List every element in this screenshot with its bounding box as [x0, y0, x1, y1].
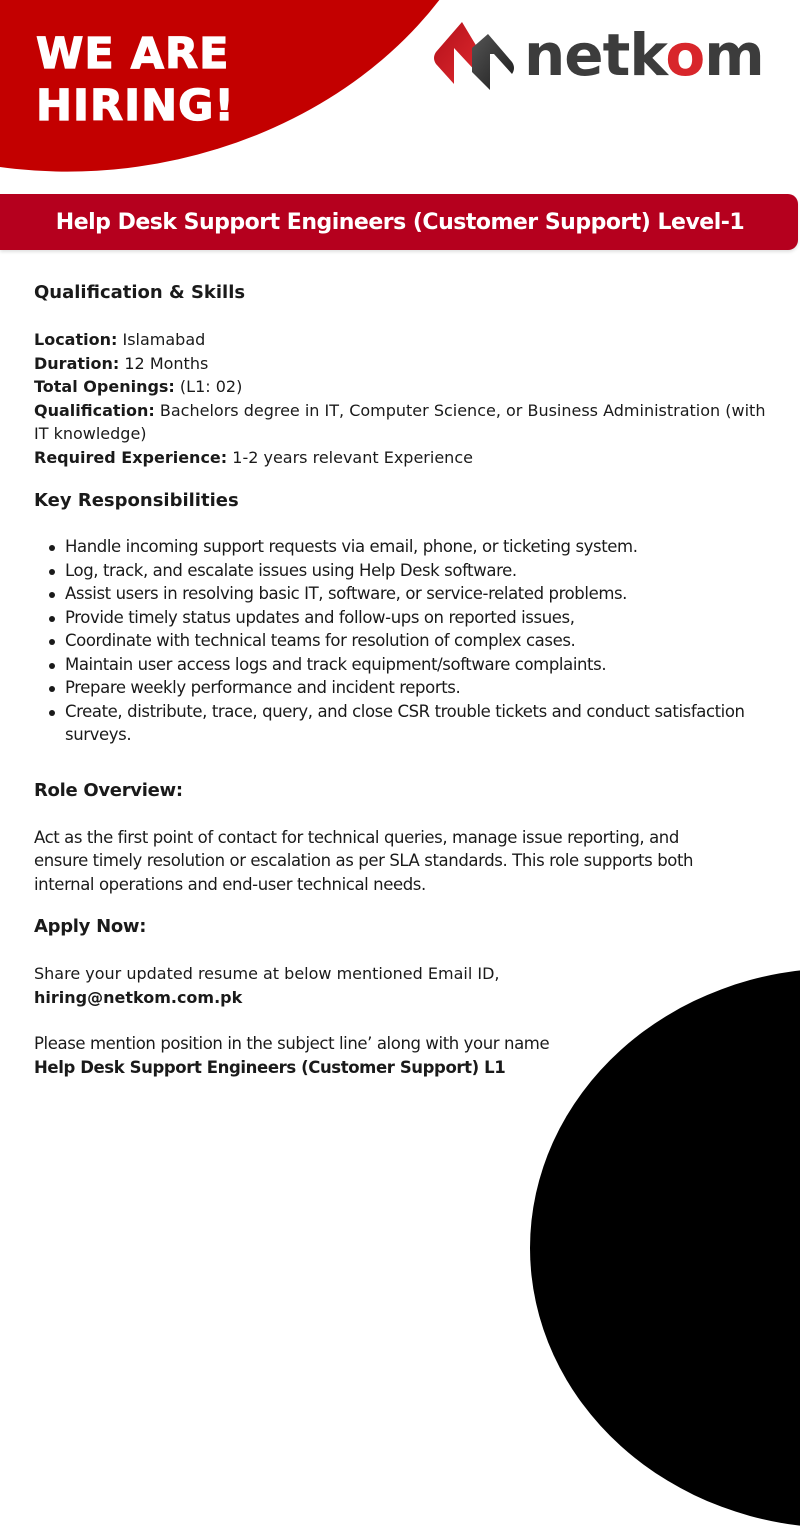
field-duration: Duration: 12 Months — [34, 353, 209, 373]
subject-line-note-text: Please mention position in the subject line’ along with your name — [34, 1034, 550, 1053]
list-item: Assist users in resolving basic IT, software, or service-related problems. — [65, 582, 774, 606]
netkom-logo — [432, 18, 764, 98]
apply-now-heading: Apply Now: — [34, 916, 147, 937]
apply-instructions — [34, 962, 774, 1009]
hiring-headline — [36, 28, 235, 132]
list-item: Coordinate with technical teams for resolution of complex cases. — [65, 629, 774, 653]
netkom-wordmark: netkom — [524, 21, 764, 89]
subject-line-note — [34, 1032, 594, 1079]
job-title: Help Desk Support Engineers (Customer Support) Level-1 — [55, 209, 745, 235]
apply-email-link[interactable]: hiring@netkom.com.pk — [34, 987, 243, 1007]
responsibilities-heading: Key Responsibilities — [34, 490, 239, 511]
job-details — [34, 280, 774, 1079]
netkom-n-logo-icon — [432, 18, 522, 98]
list-item: Maintain user access logs and track equipment/software complaints. — [65, 653, 774, 677]
responsibilities-list — [34, 535, 774, 747]
field-required-experience: Required Experience: 1-2 years relevant Experience — [34, 447, 473, 467]
list-item: Create, distribute, trace, query, and close CSR trouble tickets and conduct satisfaction surveys. — [65, 700, 774, 747]
field-location: Location: Islamabad — [34, 330, 206, 349]
list-item: Log, track, and escalate issues using Help Desk software. — [65, 559, 774, 583]
field-total-openings: Total Openings: (L1: 02) — [34, 377, 243, 396]
role-overview-text: Act as the first point of contact for technical queries, manage issue reporting, and ensure timely resolution or escalation as per SLA standards. This role supports both internal operations and end-user technical needs. — [34, 827, 694, 894]
hiring-headline-line2: HIRING! — [36, 81, 235, 131]
list-item: Handle incoming support requests via email, phone, or ticketing system. — [65, 535, 774, 559]
list-item: Prepare weekly performance and incident reports. — [65, 676, 774, 700]
qualification-heading: Qualification & Skills — [34, 282, 246, 303]
hiring-headline-line1: WE ARE — [36, 29, 230, 79]
apply-text: Share your updated resume at below mentioned Email ID, — [34, 964, 500, 983]
job-title-banner — [0, 194, 798, 250]
qualification-fields — [34, 328, 774, 469]
list-item: Provide timely status updates and follow-ups on reported issues, — [65, 606, 774, 630]
role-overview-heading: Role Overview: — [34, 779, 183, 801]
subject-line-position: Help Desk Support Engineers (Customer Support) L1 — [34, 1057, 506, 1077]
field-qualification: Qualification: Bachelors degree in IT, Computer Science, or Business Administration (with IT knowledge) — [34, 400, 766, 443]
